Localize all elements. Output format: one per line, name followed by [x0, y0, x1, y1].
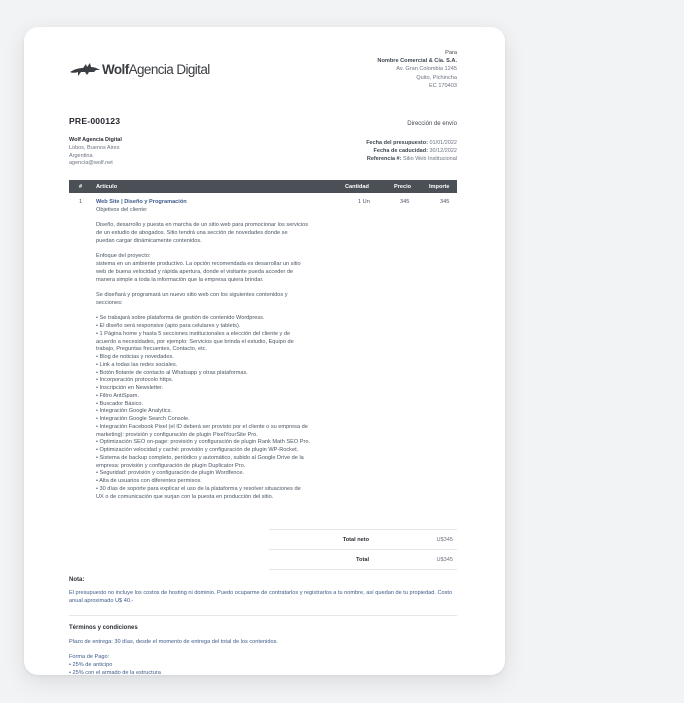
description-line: secciones: [96, 299, 123, 306]
description-line: • Blog de noticias y novedades. [96, 354, 174, 360]
item-price: 345 [400, 199, 410, 205]
wolf-icon [69, 60, 101, 78]
net-total-value: U$345 [436, 537, 453, 543]
net-total-label: Total neto [342, 537, 369, 543]
totals-block [269, 529, 457, 570]
total-value: U$345 [436, 557, 453, 563]
col-header-price: Precio [394, 183, 412, 190]
description-line: • Optimización velocidad y caché: provisión y configuración de plugin WP-Rocket. [96, 447, 299, 453]
description-line: Se diseñará y programará un nuevo sitio web con los siguientes contenidos y [96, 292, 288, 298]
item-quantity: 1 Un [358, 199, 370, 205]
payment-heading: Forma de Pago: [69, 654, 110, 661]
payment-line: • 25% de anticipo [69, 662, 113, 669]
description-line: marketing): provisión y configuración de plugin PixelYourSite Pro. [96, 431, 258, 438]
recipient-address-line: Quito, Pichincha [416, 74, 457, 81]
logo-brand: Wolf [102, 61, 129, 77]
description-line: • Botón flotante de contacto al Whatsapp y otras plataformas. [96, 369, 248, 376]
row-number: 1 [79, 199, 83, 205]
description-line: manera simple a toda la información que la empresa quiera brindar. [96, 276, 264, 283]
description-line: • Link a todas las redes sociales. [96, 361, 178, 368]
document-card [24, 27, 505, 675]
sender-email: agencia@wolf.net [69, 160, 113, 167]
col-header-num: # [79, 183, 83, 190]
description-line: • Inscripción en Newsletter. [96, 385, 164, 391]
note-section [69, 577, 457, 605]
recipient-address-line: Av. Gran Colombia 1245 [396, 66, 457, 73]
description-line: • Sistema de backup completo, periódico y automático, subido al Google Drive de la [96, 454, 304, 461]
recipient-name: Nombre Comercial & Cía. S.A. [377, 58, 457, 65]
description-line: • Se trabajará sobre plataforma de gestión de contenido Wordpress. [96, 315, 265, 322]
total-label: Total [356, 557, 369, 563]
description-line: puedan cargar dinámicamente contenidos. [96, 237, 202, 244]
description-line: • 1 Página home y hasta 5 secciones institucionales a elección del cliente y de [96, 330, 291, 337]
quote-date: Fecha del presupuesto: 01/01/2022 [366, 140, 457, 146]
company-logo [69, 59, 210, 79]
description-line: de un estudio de abogados. Sitio tendrá una sección de novedades donde se [96, 230, 288, 236]
sender-block [69, 137, 122, 168]
note-heading: Nota: [69, 577, 85, 583]
line-gap [96, 246, 336, 254]
net-total-row [269, 530, 457, 550]
reference: Referencia #: Sitio Web Institucional [366, 156, 457, 163]
recipient-label: Para [445, 50, 457, 56]
description-line: acuerdo a necesidades, por ejemplo: Servicios que brinda el estudio, Equipo de [96, 338, 294, 345]
note-text: El presupuesto no incluye los costos de hosting ni dominio. Puedo ocuparme de contratarlos y registrarlos a tu nombre, así quedan de tu propiedad. Costo anual aproximado U$ 40.- [69, 589, 453, 604]
sender-line: Lobos, Buenos Aires [69, 144, 120, 151]
line-gap [96, 215, 336, 223]
description-line: Enfoque del proyecto: [96, 253, 151, 260]
sender-line: Argentina [69, 152, 93, 159]
description-line: • 30 días de soporte para explicar el uso de la plataforma y resolver situaciones de [96, 485, 301, 492]
description-line: Diseño, desarrollo y puesta en marcha de un sitio web para promocionar los servicios [96, 222, 309, 229]
description-line: • Buscador Básico. [96, 400, 144, 407]
line-gap [96, 284, 336, 292]
description-line: • Integración Google Analytics. [96, 408, 172, 415]
description-line: • El diseño será responsive (apto para celulares y tablets). [96, 323, 241, 329]
quote-number: PRE-000123 [69, 116, 121, 126]
terms-section [69, 625, 457, 675]
item-title: Web Site | Diseño y Programación [96, 199, 187, 205]
terms-heading: Términos y condiciones [69, 625, 138, 631]
shipping-address-label: Dirección de envío [407, 121, 457, 127]
line-gap [96, 308, 336, 316]
delivery-terms: Plazo de entrega: 30 días, desde el momento de entrega del total de los contenidos. [69, 638, 278, 645]
description-line: • Incorporación protocolo https. [96, 377, 174, 384]
recipient-block [377, 49, 457, 90]
description-line: • Seguridad: provisión y configuración de plugin Wordfence. [96, 470, 245, 477]
description-line: UX o de comunicación que surjan con la puesta en producción del sitio. [96, 493, 274, 500]
description-line: web de buena velocidad y rápida apertura, donde el visitante pueda acceder de [96, 268, 294, 275]
description-line: • Integración Facebook Pixel (el ID deberá ser provisto por el cliente o su empresa de [96, 423, 308, 430]
logo-subtitle: Agencia Digital [128, 61, 210, 77]
item-amount: 345 [440, 199, 450, 205]
expiry-date: Fecha de caducidad: 30/12/2022 [373, 148, 457, 155]
col-header-item: Artículo [96, 183, 118, 190]
dates-block [366, 139, 457, 163]
sender-name: Wolf Agencia Digital [69, 137, 122, 143]
description-line: sistema en un ambiente productivo. La opción recomendada es desarrollar un sitio [96, 261, 301, 267]
payment-line: • 25% con el armado de la estructura [69, 669, 161, 675]
description-line: • Filtro AntiSpam. [96, 392, 139, 399]
items-table-header [69, 180, 457, 193]
description-line: • Optimización SEO on-page: provisión y configuración de plugin Rank Math SEO Pro. [96, 439, 311, 446]
description-line: • Alta de usuarios con diferentes permisos. [96, 478, 202, 484]
recipient-address-line: EC 170403 [429, 82, 457, 89]
description-line: empresa: provisión y configuración de plugin Duplicator Pro. [96, 462, 246, 469]
col-header-amount: Importe [429, 183, 450, 190]
description-line: • Integración Google Search Console. [96, 416, 190, 422]
col-header-qty: Cantidad [345, 183, 369, 190]
divider [69, 615, 457, 616]
description-line: trabajo, Preguntas frecuentes, Contacto, etc. [96, 346, 208, 353]
total-row [269, 550, 457, 570]
item-description [96, 199, 336, 501]
description-line: Objetivos del cliente: [96, 206, 148, 213]
